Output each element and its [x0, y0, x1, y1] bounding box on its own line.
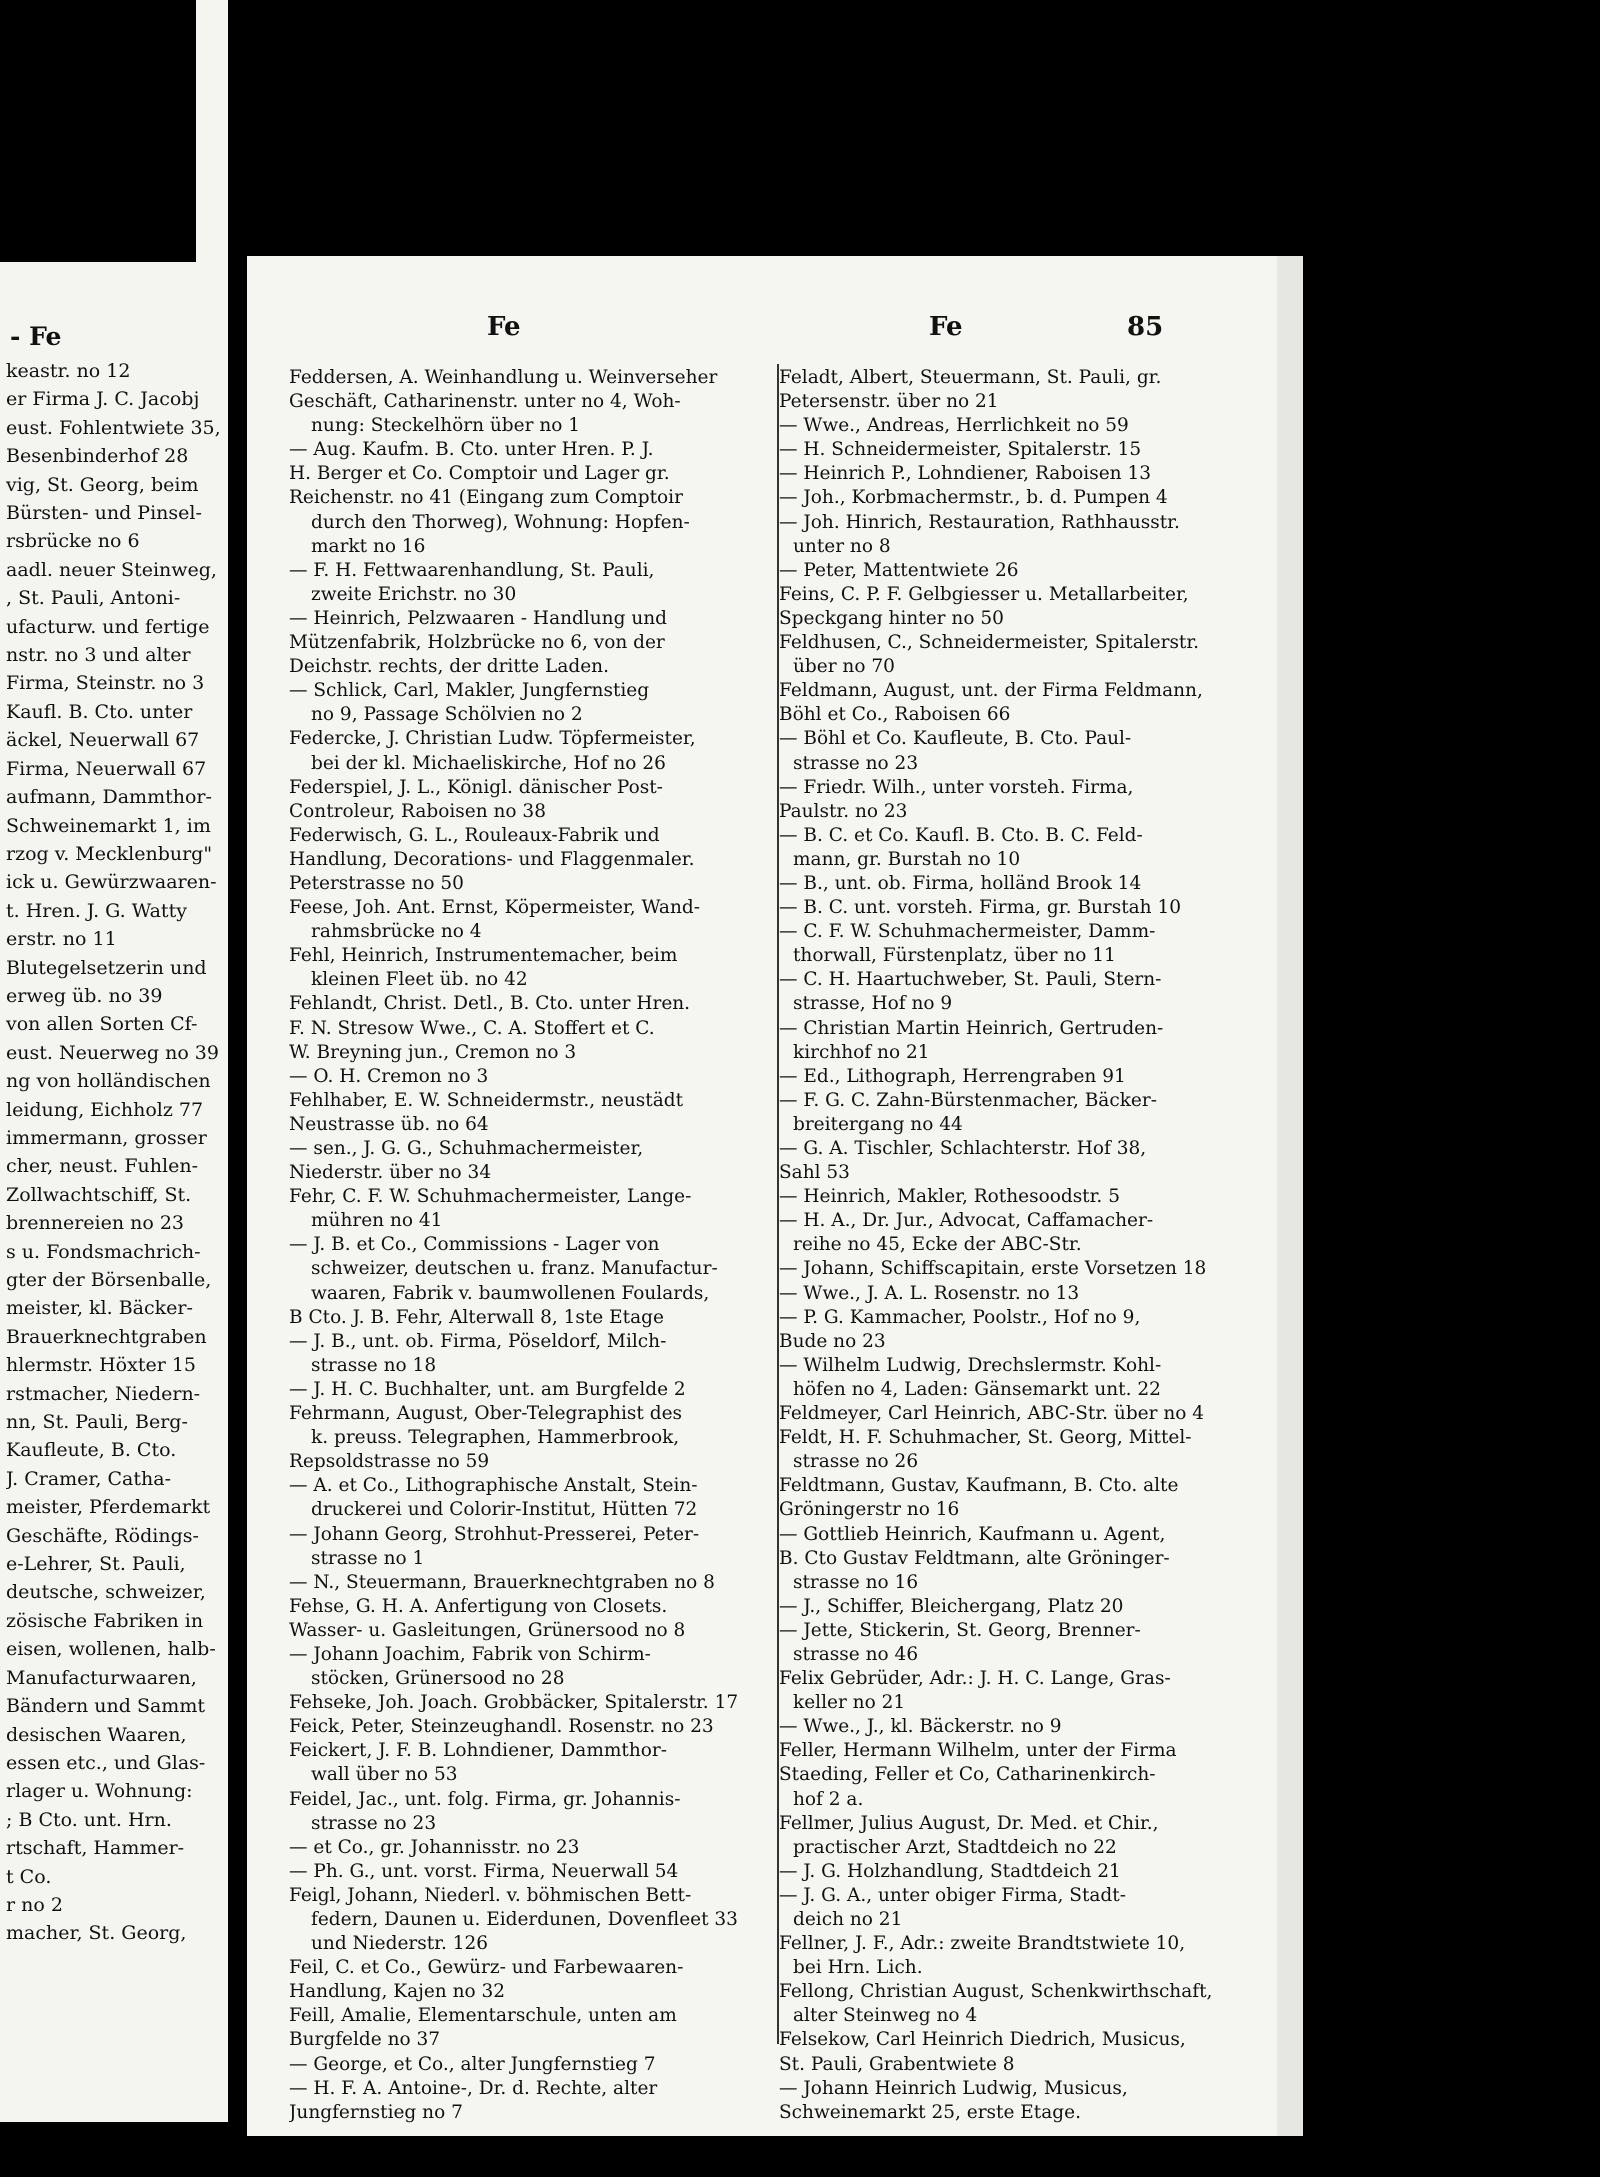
directory-line: t. Hren. J. G. Watty — [6, 899, 187, 922]
directory-line: — B. C. et Co. Kaufl. B. Cto. B. C. Feld- — [779, 824, 1143, 846]
directory-line: Reichenstr. no 41 (Eingang zum Comptoir — [289, 487, 683, 509]
directory-line: Staeding, Feller et Co, Catharinenkirch- — [779, 1764, 1156, 1786]
directory-line: äckel, Neuerwall 67 — [6, 729, 200, 752]
directory-line: strasse no 18 — [311, 1354, 437, 1376]
directory-line: mühren no 41 — [311, 1210, 443, 1232]
directory-line: deich no 21 — [793, 1909, 903, 1930]
left-page — [0, 262, 228, 2122]
directory-line: Feese, Joh. Ant. Ernst, Köpermeister, Wand- — [289, 897, 700, 919]
directory-line: immermann, grosser — [6, 1126, 207, 1149]
directory-line: — Aug. Kaufm. B. Cto. unter Hren. P. J. — [289, 439, 654, 461]
directory-line: keller no 21 — [793, 1692, 906, 1714]
directory-line: federn, Daunen u. Eiderdunen, Dovenfleet 33 — [311, 1909, 738, 1930]
directory-line: Feins, C. P. F. Gelbgiesser u. Metallarbeiter, — [779, 583, 1189, 605]
directory-line: ick u. Gewürzwaaren- — [6, 871, 217, 894]
directory-line: Bändern und Sammt — [6, 1695, 205, 1718]
directory-line: strasse no 1 — [311, 1547, 425, 1569]
directory-line: — Schlick, Carl, Makler, Jungfernstieg — [289, 680, 650, 702]
directory-line: eisen, wollenen, halb- — [6, 1638, 216, 1661]
directory-line: Paulstr. no 23 — [779, 800, 908, 822]
directory-line: Kaufl. B. Cto. unter — [6, 700, 193, 723]
directory-line: Felix Gebrüder, Adr.: J. H. C. Lange, Gras- — [779, 1668, 1171, 1690]
directory-line: Handlung, Decorations- und Flaggenmaler. — [289, 848, 695, 870]
directory-line: Federwisch, G. L., Rouleaux-Fabrik und — [289, 824, 660, 846]
directory-line: Feddersen, A. Weinhandlung u. Weinverseher — [289, 367, 718, 388]
directory-line: ng von holländischen — [6, 1070, 211, 1093]
directory-line: Böhl et Co., Raboisen 66 — [779, 704, 1011, 726]
directory-line: — George, et Co., alter Jungfernstieg 7 — [289, 2053, 656, 2075]
directory-line: no 9, Passage Schölvien no 2 — [311, 704, 583, 726]
directory-line: Fehse, G. H. A. Anfertigung von Closets. — [289, 1595, 668, 1617]
directory-line: — sen., J. G. G., Schuhmachermeister, — [289, 1138, 644, 1159]
directory-line: rlager u. Wohnung: — [6, 1780, 193, 1803]
directory-line: erstr. no 11 — [6, 928, 117, 951]
directory-line: aadl. neuer Steinweg, — [6, 558, 217, 581]
directory-line: — Wilhelm Ludwig, Drechslermstr. Kohl- — [779, 1354, 1162, 1376]
directory-line: Sahl 53 — [779, 1162, 850, 1184]
directory-line: aufmann, Dammthor- — [6, 786, 212, 809]
directory-line: Fehrmann, August, Ober-Telegraphist des — [289, 1403, 683, 1425]
directory-line: — Gottlieb Heinrich, Kaufmann u. Agent, — [779, 1523, 1166, 1545]
directory-line: reihe no 45, Ecke der ABC-Str. — [793, 1234, 1082, 1256]
directory-line: Feller, Hermann Wilhelm, unter der Firma — [779, 1740, 1177, 1762]
page-number: 85 — [1127, 312, 1164, 342]
directory-line: — Friedr. Wilh., unter vorsteh. Firma, — [779, 776, 1134, 798]
directory-line: Feldhusen, C., Schneidermeister, Spitalerstr. — [779, 632, 1200, 654]
directory-line: Geschäft, Catharinenstr. unter no 4, Woh- — [289, 391, 681, 413]
directory-line: — Joh. Hinrich, Restauration, Rathhausstr. — [779, 511, 1180, 533]
directory-line: meister, kl. Bäcker- — [6, 1297, 193, 1320]
directory-line: deutsche, schweizer, — [6, 1581, 206, 1604]
directory-line: erweg üb. no 39 — [6, 984, 163, 1007]
directory-line: k. preuss. Telegraphen, Hammerbrook, — [311, 1427, 680, 1449]
directory-line: stöcken, Grünersood no 28 — [311, 1668, 565, 1690]
directory-line: B Cto. J. B. Fehr, Alterwall 8, 1ste Etage — [289, 1306, 664, 1328]
directory-line: H. Berger et Co. Comptoir und Lager gr. — [289, 463, 670, 485]
directory-line: J. Cramer, Catha- — [6, 1467, 171, 1490]
directory-line: — O. H. Cremon no 3 — [289, 1065, 489, 1087]
directory-line: rzog v. Mecklenburg" — [6, 842, 213, 865]
directory-line: essen etc., und Glas- — [6, 1751, 206, 1774]
directory-line: Feickert, J. F. B. Lohndiener, Dammthor- — [289, 1740, 667, 1762]
left-page-text — [6, 357, 228, 1948]
directory-line: Federspiel, J. L., Königl. dänischer Post- — [289, 776, 663, 798]
directory-line: alter Steinweg no 4 — [793, 2005, 978, 2027]
directory-line: Feidel, Jac., unt. folg. Firma, gr. Johannis- — [289, 1788, 681, 1810]
directory-line: mann, gr. Burstah no 10 — [793, 848, 1021, 870]
directory-line: durch den Thorweg), Wohnung: Hopfen- — [311, 511, 690, 533]
directory-line: er Firma J. C. Jacobj — [6, 388, 200, 411]
directory-line: — Johann, Schiffscapitain, erste Vorsetzen 18 — [779, 1258, 1207, 1280]
directory-line: Fehr, C. F. W. Schuhmachermeister, Lange- — [289, 1186, 692, 1208]
directory-line: — J., Schiffer, Bleichergang, Platz 20 — [779, 1595, 1124, 1617]
directory-line: — Wwe., Andreas, Herrlichkeit no 59 — [779, 415, 1129, 437]
directory-line: — Heinrich, Pelzwaaren - Handlung und — [289, 607, 667, 629]
directory-line: Feigl, Johann, Niederl. v. böhmischen Bett- — [289, 1884, 692, 1906]
directory-line: Geschäfte, Rödings- — [6, 1524, 199, 1547]
directory-line: St. Pauli, Grabentwiete 8 — [779, 2053, 1015, 2075]
directory-line: leidung, Eichholz 77 — [6, 1098, 204, 1121]
directory-line: Zollwachtschiff, St. — [6, 1183, 192, 1206]
directory-line: — Jette, Stickerin, St. Georg, Brenner- — [779, 1619, 1141, 1641]
directory-line: Fehseke, Joh. Joach. Grobbäcker, Spitalerstr. 17 — [289, 1692, 739, 1714]
directory-column-left — [289, 366, 777, 2125]
directory-line: practischer Arzt, Stadtdeich no 22 — [793, 1836, 1117, 1858]
directory-line: F. N. Stresow Wwe., C. A. Stoffert et C. — [289, 1017, 655, 1039]
directory-line: Schweinemarkt 1, im — [6, 814, 211, 837]
directory-line: W. Breyning jun., Cremon no 3 — [289, 1041, 577, 1063]
directory-line: — J. B. et Co., Commissions - Lager von — [289, 1234, 660, 1256]
directory-line: Feldmeyer, Carl Heinrich, ABC-Str. über no 4 — [779, 1403, 1205, 1425]
directory-line: Fehlhaber, E. W. Schneidermstr., neustädt — [289, 1089, 684, 1111]
directory-line: hof 2 a. — [793, 1788, 864, 1810]
directory-line: — F. G. C. Zahn-Bürstenmacher, Bäcker- — [779, 1089, 1157, 1111]
directory-line: Fellmer, Julius August, Dr. Med. et Chir., — [779, 1812, 1159, 1834]
directory-line: — J. H. C. Buchhalter, unt. am Burgfelde 2 — [289, 1378, 686, 1400]
directory-line: — G. A. Tischler, Schlachterstr. Hof 38, — [779, 1138, 1147, 1159]
directory-line: — Wwe., J. A. L. Rosenstr. no 13 — [779, 1282, 1080, 1304]
directory-line: bei Hrn. Lich. — [793, 1957, 923, 1979]
directory-line: nn, St. Pauli, Berg- — [6, 1411, 188, 1434]
directory-line: macher, St. Georg, — [6, 1922, 187, 1945]
directory-line: , St. Pauli, Antoni- — [6, 587, 181, 610]
directory-line: Besenbinderhof 28 — [6, 445, 189, 468]
directory-line: kleinen Fleet üb. no 42 — [311, 969, 528, 991]
directory-line: Manufacturwaaren, — [6, 1666, 197, 1689]
directory-line: Niederstr. über no 34 — [289, 1162, 492, 1184]
directory-line: — Wwe., J., kl. Bäckerstr. no 9 — [779, 1716, 1062, 1738]
directory-line: — Johann Joachim, Fabrik von Schirm- — [289, 1643, 651, 1665]
directory-line: Feldt, H. F. Schuhmacher, St. Georg, Mittel- — [779, 1427, 1192, 1449]
directory-line: e-Lehrer, St. Pauli, — [6, 1553, 186, 1576]
directory-line: Feil, C. et Co., Gewürz- und Farbewaaren- — [289, 1957, 684, 1979]
directory-line: höfen no 4, Laden: Gänsemarkt unt. 22 — [793, 1378, 1161, 1400]
directory-line: — Ph. G., unt. vorst. Firma, Neuerwall 54 — [289, 1860, 679, 1882]
right-page — [247, 256, 1277, 2136]
directory-line: Fellong, Christian August, Schenkwirthschaft, — [779, 1981, 1213, 2003]
directory-line: Feldmann, August, unt. der Firma Feldmann, — [779, 680, 1203, 702]
directory-line: — H. F. A. Antoine-, Dr. d. Rechte, alter — [289, 2077, 658, 2099]
directory-line: meister, Pferdemarkt — [6, 1496, 211, 1519]
directory-line: eust. Fohlentwiete 35, — [6, 416, 221, 439]
directory-line: Deichstr. rechts, der dritte Laden. — [289, 656, 609, 678]
directory-line: strasse no 23 — [793, 752, 919, 774]
directory-line: — B. C. unt. vorsteh. Firma, gr. Burstah 10 — [779, 897, 1181, 919]
directory-line: rtschaft, Hammer- — [6, 1837, 185, 1860]
directory-line: — J. B., unt. ob. Firma, Pöseldorf, Milch- — [289, 1330, 667, 1352]
directory-line: und Niederstr. 126 — [311, 1933, 489, 1955]
directory-line: Bude no 23 — [779, 1330, 886, 1352]
directory-line: thorwall, Fürstenplatz, über no 11 — [793, 945, 1116, 967]
directory-line: Repsoldstrasse no 59 — [289, 1451, 490, 1473]
directory-line: Kaufleute, B. Cto. — [6, 1439, 177, 1462]
directory-line: — H. Schneidermeister, Spitalerstr. 15 — [779, 439, 1142, 461]
running-head-right: Fe — [929, 312, 963, 342]
directory-line: Firma, Neuerwall 67 — [6, 757, 207, 780]
directory-line: Fellner, J. F., Adr.: zweite Brandtstwiete 10, — [779, 1933, 1186, 1955]
directory-line: Peterstrasse no 50 — [289, 872, 464, 894]
directory-line: bei der kl. Michaeliskirche, Hof no 26 — [311, 752, 666, 774]
left-page-header: - Fe — [10, 322, 62, 351]
directory-line: — Johann Heinrich Ludwig, Musicus, — [779, 2077, 1128, 2099]
directory-line: Neustrasse üb. no 64 — [289, 1113, 489, 1135]
directory-line: — J. G. Holzhandlung, Stadtdeich 21 — [779, 1860, 1121, 1882]
directory-line: strasse no 26 — [793, 1451, 919, 1473]
directory-line: brennereien no 23 — [6, 1212, 185, 1235]
directory-line: Schweinemarkt 25, erste Etage. — [779, 2101, 1081, 2123]
directory-line: Federcke, J. Christian Ludw. Töpfermeister, — [289, 728, 696, 750]
directory-line: rahmsbrücke no 4 — [311, 921, 482, 943]
directory-line: unter no 8 — [793, 535, 891, 557]
directory-line: Firma, Steinstr. no 3 — [6, 672, 205, 695]
directory-line: zösische Fabriken in — [6, 1609, 204, 1632]
directory-line: strasse no 23 — [311, 1812, 437, 1834]
directory-line: vig, St. Georg, beim — [6, 473, 199, 496]
directory-line: — Peter, Mattentwiete 26 — [779, 559, 1019, 581]
directory-line: — F. H. Fettwaarenhandlung, St. Pauli, — [289, 559, 655, 581]
directory-line: — C. F. W. Schuhmachermeister, Damm- — [779, 921, 1156, 943]
directory-line: — Heinrich, Makler, Rothesoodstr. 5 — [779, 1186, 1120, 1208]
book-spine — [196, 0, 228, 270]
directory-line: nung: Steckelhörn über no 1 — [311, 415, 581, 437]
directory-line: Mützenfabrik, Holzbrücke no 6, von der — [289, 632, 665, 654]
directory-line: Felsekow, Carl Heinrich Diedrich, Musicus, — [779, 2029, 1186, 2051]
running-head-left: Fe — [487, 312, 521, 342]
directory-line: Blutegelsetzerin und — [6, 956, 207, 979]
directory-line: waaren, Fabrik v. baumwollenen Foulards, — [311, 1282, 710, 1304]
directory-line: — Heinrich P., Lohndiener, Raboisen 13 — [779, 463, 1152, 485]
directory-line: Feladt, Albert, Steuermann, St. Pauli, gr. — [779, 367, 1162, 388]
directory-line: Feick, Peter, Steinzeughandl. Rosenstr. no 23 — [289, 1716, 714, 1738]
directory-line: s u. Fondsmachrich- — [6, 1240, 201, 1263]
directory-line: ; B Cto. unt. Hrn. — [6, 1808, 172, 1831]
directory-line: Burgfelde no 37 — [289, 2029, 441, 2051]
directory-line: rstmacher, Niedern- — [6, 1382, 201, 1405]
directory-line: breitergang no 44 — [793, 1113, 963, 1135]
directory-line: t Co. — [6, 1865, 52, 1888]
directory-line: hlermstr. Höxter 15 — [6, 1354, 197, 1377]
directory-line: Wasser- u. Gasleitungen, Grünersood no 8 — [289, 1619, 686, 1641]
directory-line: Gröningerstr no 16 — [779, 1499, 960, 1521]
directory-line: r no 2 — [6, 1893, 63, 1916]
directory-line: Jungfernstieg no 7 — [289, 2101, 463, 2123]
directory-line: — P. G. Kammacher, Poolstr., Hof no 9, — [779, 1306, 1141, 1328]
directory-line: schweizer, deutschen u. franz. Manufactur- — [311, 1258, 718, 1280]
directory-line: druckerei und Colorir-Institut, Hütten 72 — [311, 1499, 698, 1521]
directory-line: Fehl, Heinrich, Instrumentemacher, beim — [289, 945, 678, 967]
directory-line: — Johann Georg, Strohhut-Presserei, Peter- — [289, 1523, 700, 1545]
directory-line: strasse, Hof no 9 — [793, 993, 953, 1015]
directory-column-right — [779, 366, 1249, 2125]
directory-line: Speckgang hinter no 50 — [779, 607, 1004, 629]
directory-line: Fehlandt, Christ. Detl., B. Cto. unter Hren. — [289, 993, 691, 1015]
directory-line: — C. H. Haartuchweber, St. Pauli, Stern- — [779, 969, 1162, 991]
directory-line: — Böhl et Co. Kaufleute, B. Cto. Paul- — [779, 728, 1132, 750]
directory-line: gter der Börsenballe, — [6, 1269, 212, 1291]
directory-line: Bürsten- und Pinsel- — [6, 502, 202, 525]
directory-line: Petersenstr. über no 21 — [779, 391, 999, 413]
directory-line: markt no 16 — [311, 535, 426, 557]
directory-line: — Christian Martin Heinrich, Gertruden- — [779, 1017, 1164, 1039]
directory-line: rsbrücke no 6 — [6, 530, 140, 553]
directory-line: wall über no 53 — [311, 1764, 458, 1786]
directory-line: — J. G. A., unter obiger Firma, Stadt- — [779, 1884, 1126, 1906]
directory-line: zweite Erichstr. no 30 — [311, 583, 517, 605]
directory-line: — H. A., Dr. Jur., Advocat, Caffamacher- — [779, 1210, 1154, 1232]
page-edge — [1277, 256, 1303, 2136]
directory-line: Feill, Amalie, Elementarschule, unten am — [289, 2005, 677, 2027]
page-header — [247, 312, 1277, 352]
directory-line: Feldtmann, Gustav, Kaufmann, B. Cto. alte — [779, 1475, 1179, 1497]
directory-line: — Ed., Lithograph, Herrengraben 91 — [779, 1065, 1126, 1087]
directory-line: Handlung, Kajen no 32 — [289, 1981, 506, 2003]
directory-line: — N., Steuermann, Brauerknechtgraben no 8 — [289, 1571, 715, 1593]
directory-line: eust. Neuerweg no 39 — [6, 1041, 219, 1064]
directory-line: nstr. no 3 und alter — [6, 644, 191, 667]
directory-line: von allen Sorten Cf- — [6, 1013, 198, 1036]
directory-line: ufacturw. und fertige — [6, 615, 210, 638]
directory-line: Controleur, Raboisen no 38 — [289, 800, 546, 822]
directory-line: cher, neust. Fuhlen- — [6, 1155, 199, 1178]
directory-line: strasse no 16 — [793, 1571, 919, 1593]
directory-line: strasse no 46 — [793, 1643, 919, 1665]
directory-line: kirchhof no 21 — [793, 1041, 930, 1063]
directory-line: — Joh., Korbmachermstr., b. d. Pumpen 4 — [779, 487, 1168, 509]
directory-line: über no 70 — [793, 656, 895, 678]
directory-line: — et Co., gr. Johannisstr. no 23 — [289, 1836, 580, 1858]
directory-line: keastr. no 12 — [6, 360, 131, 382]
directory-line: Brauerknechtgraben — [6, 1325, 207, 1348]
directory-line: desischen Waaren, — [6, 1723, 187, 1746]
directory-line: — B., unt. ob. Firma, holländ Brook 14 — [779, 872, 1142, 894]
directory-line: B. Cto Gustav Feldtmann, alte Gröninger- — [779, 1547, 1170, 1569]
directory-line: — A. et Co., Lithographische Anstalt, Stein- — [289, 1475, 698, 1497]
